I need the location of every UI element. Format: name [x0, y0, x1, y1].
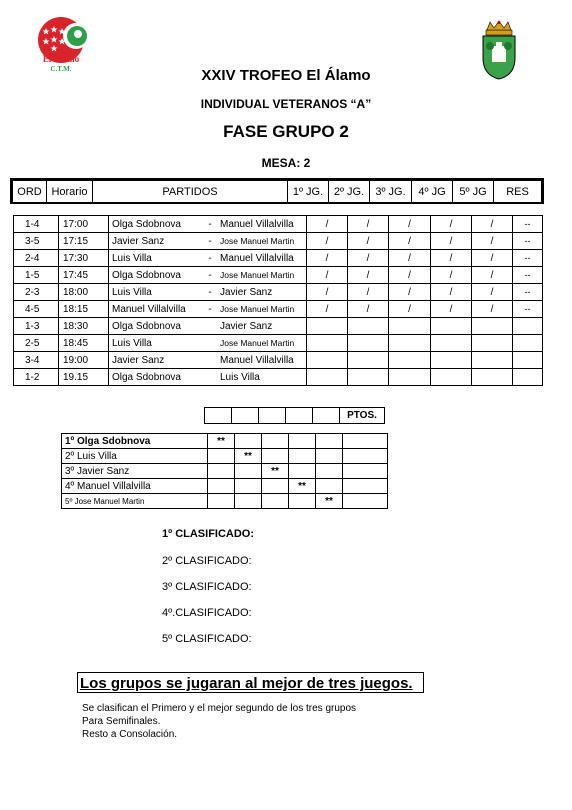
standings-points: [343, 449, 388, 464]
match-game-3: [389, 318, 431, 335]
standings-cell: **: [235, 449, 262, 464]
table-row: [14, 335, 543, 352]
match-dash: -: [204, 301, 216, 318]
table-row: [14, 250, 543, 267]
standings-points: [343, 434, 388, 449]
match-player-1: Manuel Villalvilla: [109, 301, 205, 318]
classified-1: 1º CLASIFICADO:: [162, 528, 255, 540]
match-player-2: Manuel Villalvilla: [216, 352, 307, 369]
standings-cell: [208, 494, 235, 509]
match-player-2: Manuel Villalvilla: [216, 250, 307, 267]
match-dash: [204, 352, 216, 369]
match-player-1: Javier Sanz: [109, 233, 205, 250]
header-time: Horario: [47, 181, 93, 204]
rule-text: Los grupos se jugaran al mejor de tres juegos.: [80, 675, 413, 692]
standings-cell: [289, 464, 316, 479]
match-result: [513, 335, 543, 352]
match-time: 17:30: [59, 250, 109, 267]
match-game-2: [348, 369, 389, 386]
standings-player: 2º Luis Villa: [62, 449, 208, 464]
match-game-5: /: [472, 216, 513, 233]
match-game-4: [431, 318, 472, 335]
match-game-2: [348, 318, 389, 335]
match-game-5: /: [472, 284, 513, 301]
match-dash: [204, 369, 216, 386]
match-game-3: [389, 352, 431, 369]
table-row: [14, 233, 543, 250]
note-line-3: Resto a Consolación.: [82, 729, 178, 740]
points-header: [204, 407, 385, 424]
classified-2: 2º CLASIFICADO:: [162, 555, 252, 567]
table-row: [14, 284, 543, 301]
match-player-2: Javier Sanz: [216, 284, 307, 301]
match-game-5: [472, 352, 513, 369]
header-result: RES: [494, 181, 542, 204]
match-order: 1-2: [14, 369, 59, 386]
match-result: --: [513, 284, 543, 301]
classified-5: 5º CLASIFICADO:: [162, 633, 252, 645]
points-col: [205, 408, 232, 424]
page-subtitle: INDIVIDUAL VETERANOS “A”: [200, 97, 372, 111]
match-order: 3-4: [14, 352, 59, 369]
phase-title: FASE GRUPO 2: [223, 122, 349, 141]
match-time: 17:00: [59, 216, 109, 233]
match-time: 17:15: [59, 233, 109, 250]
match-game-3: /: [389, 233, 431, 250]
points-col: [232, 408, 259, 424]
match-game-1: [307, 352, 348, 369]
table-row: [14, 267, 543, 284]
match-result: --: [513, 267, 543, 284]
match-result: [513, 369, 543, 386]
match-dash: -: [204, 267, 216, 284]
match-player-1: Olga Sdobnova: [109, 369, 205, 386]
standings-row: [62, 449, 388, 464]
match-game-4: /: [431, 284, 472, 301]
points-col: [286, 408, 313, 424]
header-game-3: 3º JG.: [370, 181, 412, 204]
match-player-1: Javier Sanz: [109, 352, 205, 369]
match-game-3: /: [389, 216, 431, 233]
match-game-3: /: [389, 267, 431, 284]
match-player-2: Jose Manuel Martin: [216, 301, 307, 318]
standings-cell: **: [262, 464, 289, 479]
table-row: [14, 352, 543, 369]
match-game-3: /: [389, 284, 431, 301]
match-player-2: Jose Manuel Martin: [216, 233, 307, 250]
header-game-5: 5º JG: [453, 181, 494, 204]
standings-cell: [316, 449, 343, 464]
standings-row: [62, 434, 388, 449]
match-dash: -: [204, 250, 216, 267]
standings-points: [343, 464, 388, 479]
match-time: 18:00: [59, 284, 109, 301]
standings-cell: [235, 494, 262, 509]
match-game-3: /: [389, 301, 431, 318]
standings-cell: [316, 434, 343, 449]
matches-table: [13, 215, 543, 386]
standings-row: [62, 494, 388, 509]
match-game-5: [472, 335, 513, 352]
standings-row: [62, 479, 388, 494]
match-game-5: /: [472, 250, 513, 267]
standings-cell: [262, 494, 289, 509]
standings-row: [62, 464, 388, 479]
match-result: --: [513, 216, 543, 233]
match-game-5: [472, 318, 513, 335]
match-game-5: /: [472, 267, 513, 284]
standings-cell: [208, 479, 235, 494]
match-dash: -: [204, 284, 216, 301]
match-game-4: [431, 352, 472, 369]
schedule-header: [12, 180, 542, 204]
header-game-1: 1º JG.: [288, 181, 329, 204]
classified-3: 3º CLASIFICADO:: [162, 581, 252, 593]
match-time: 19:00: [59, 352, 109, 369]
match-result: --: [513, 250, 543, 267]
match-result: [513, 352, 543, 369]
match-game-1: /: [307, 267, 348, 284]
standings-cell: [208, 449, 235, 464]
match-player-1: Olga Sdobnova: [109, 267, 205, 284]
classified-4: 4º.CLASIFICADO:: [162, 607, 252, 619]
match-order: 3-5: [14, 233, 59, 250]
match-game-4: /: [431, 267, 472, 284]
standings-cell: [289, 449, 316, 464]
match-order: 1-4: [14, 216, 59, 233]
match-result: --: [513, 301, 543, 318]
points-col: [259, 408, 286, 424]
standings-cell: [262, 449, 289, 464]
match-player-1: Luis Villa: [109, 284, 205, 301]
match-game-2: /: [348, 216, 389, 233]
match-game-3: /: [389, 250, 431, 267]
note-line-2: Para Semifinales.: [82, 716, 161, 727]
match-order: 1-5: [14, 267, 59, 284]
match-dash: -: [204, 216, 216, 233]
match-time: 19.15: [59, 369, 109, 386]
match-order: 1-3: [14, 318, 59, 335]
match-player-1: Luis Villa: [109, 250, 205, 267]
table-label: MESA: 2: [261, 156, 311, 170]
match-player-1: Luis Villa: [109, 335, 205, 352]
standings-cell: [208, 464, 235, 479]
match-game-2: /: [348, 284, 389, 301]
standings-points: [343, 494, 388, 509]
match-game-2: [348, 352, 389, 369]
match-dash: [204, 318, 216, 335]
standings-cell: [262, 479, 289, 494]
match-game-4: [431, 369, 472, 386]
header-game-4: 4º JG: [412, 181, 453, 204]
match-time: 18:45: [59, 335, 109, 352]
match-dash: [204, 335, 216, 352]
standings-points: [343, 479, 388, 494]
match-game-4: /: [431, 301, 472, 318]
match-game-5: [472, 369, 513, 386]
match-game-5: /: [472, 233, 513, 250]
match-game-1: /: [307, 233, 348, 250]
match-game-5: /: [472, 301, 513, 318]
match-time: 18:15: [59, 301, 109, 318]
standings-player: 1º Olga Sdobnova: [62, 434, 208, 449]
match-game-2: [348, 335, 389, 352]
standings-player: 4º Manuel Villalvilla: [62, 479, 208, 494]
match-game-1: /: [307, 250, 348, 267]
match-game-1: [307, 318, 348, 335]
match-game-1: [307, 369, 348, 386]
match-time: 18:30: [59, 318, 109, 335]
match-order: 2-3: [14, 284, 59, 301]
header-ord: ORD: [13, 181, 47, 204]
standings-cell: [235, 479, 262, 494]
match-player-2: Luis Villa: [216, 369, 307, 386]
club-logo-name: El Álamo: [42, 54, 80, 64]
note-line-1: Se clasifican el Primero y el mejor segundo de los tres grupos: [82, 703, 357, 714]
standings-cell: [235, 464, 262, 479]
match-game-4: [431, 335, 472, 352]
standings-cell: [262, 434, 289, 449]
standings-player: 5º Jose Manuel Martin: [62, 494, 208, 509]
match-game-3: [389, 335, 431, 352]
match-game-1: /: [307, 301, 348, 318]
table-row: [14, 216, 543, 233]
match-order: 2-5: [14, 335, 59, 352]
standings-cell: [316, 464, 343, 479]
club-logo: [34, 14, 92, 74]
header-game-2: 2º JG.: [329, 181, 370, 204]
match-player-2: Jose Manuel Martin: [216, 335, 307, 352]
standings-cell: [235, 434, 262, 449]
table-row: [14, 369, 543, 386]
match-result: --: [513, 233, 543, 250]
match-player-2: Manuel Villalvilla: [216, 216, 307, 233]
match-game-3: [389, 369, 431, 386]
match-dash: -: [204, 233, 216, 250]
match-game-2: /: [348, 233, 389, 250]
match-player-2: Javier Sanz: [216, 318, 307, 335]
match-player-1: Olga Sdobnova: [109, 216, 205, 233]
table-row: [14, 301, 543, 318]
standings-cell: **: [289, 479, 316, 494]
match-game-2: /: [348, 267, 389, 284]
match-game-2: /: [348, 301, 389, 318]
points-col: [313, 408, 340, 424]
standings-cell: [289, 494, 316, 509]
match-game-1: /: [307, 216, 348, 233]
standings-player: 3º Javier Sanz: [62, 464, 208, 479]
standings-cell: [289, 434, 316, 449]
page-title: XXIV TROFEO El Álamo: [201, 67, 371, 84]
standings-cell: [316, 479, 343, 494]
match-order: 2-4: [14, 250, 59, 267]
club-logo-subtext: C.T.M.: [50, 65, 72, 73]
match-player-1: Olga Sdobnova: [109, 318, 205, 335]
match-game-1: [307, 335, 348, 352]
match-time: 17:45: [59, 267, 109, 284]
standings-cell: **: [316, 494, 343, 509]
match-player-2: Jose Manuel Martin: [216, 267, 307, 284]
match-game-2: /: [348, 250, 389, 267]
table-row: [14, 318, 543, 335]
header-matches: PARTIDOS: [93, 181, 288, 204]
match-game-1: /: [307, 284, 348, 301]
match-game-4: /: [431, 233, 472, 250]
match-game-4: /: [431, 250, 472, 267]
points-label: PTOS.: [340, 408, 385, 424]
standings-table: [61, 433, 388, 509]
match-game-4: /: [431, 216, 472, 233]
standings-cell: **: [208, 434, 235, 449]
match-order: 4-5: [14, 301, 59, 318]
match-result: [513, 318, 543, 335]
